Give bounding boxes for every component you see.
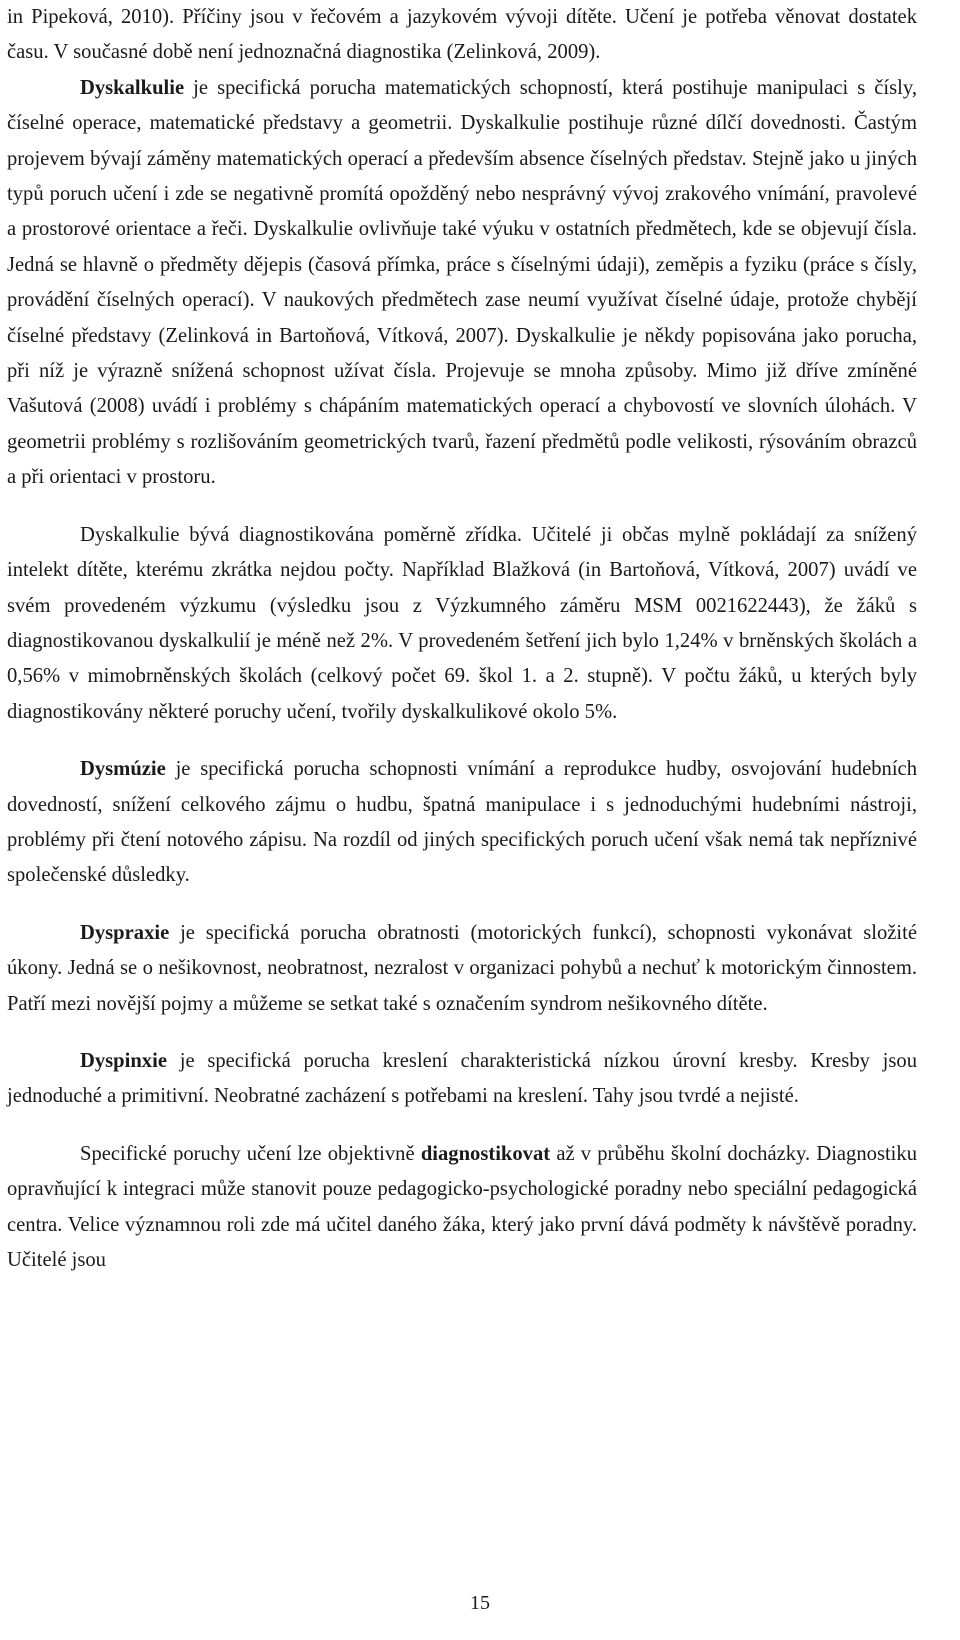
paragraph-dyskalkulie — [7, 71, 917, 496]
term-dyskalkulie: Dyskalkulie — [80, 76, 185, 99]
paragraph-dyspraxie — [7, 916, 917, 1022]
term-dysmuzie: Dysmúzie — [80, 758, 166, 781]
paragraph-text: je specifická porucha schopnosti vnímání a reprodukce hudby, osvojování hudebních dovedností, snížení celkového zájmu o hudbu, špatná manipulace i s jednoduchými hudebními nástroji, problémy při čtení notového zápisu. Na rozdíl od jiných specifických poruch učení však nemá tak nepříznivé společenské důsledky. — [7, 758, 917, 887]
paragraph-diagnostika — [7, 1137, 917, 1279]
paragraph-intro-continuation — [7, 0, 917, 71]
paragraph-dyspinxie — [7, 1044, 917, 1115]
term-dyspraxie: Dyspraxie — [80, 921, 170, 944]
paragraph-text: in Pipeková, 2010). Příčiny jsou v řečovém a jazykovém vývoji dítěte. Učení je potřeba věnovat dostatek času. V současné době není jednoznačná diagnostika (Zelinková, 2009). — [7, 6, 917, 64]
document-page — [7, 0, 917, 1278]
term-dyspinxie: Dyspinxie — [80, 1049, 167, 1072]
term-diagnostikovat: diagnostikovat — [420, 1142, 551, 1165]
paragraph-text: je specifická porucha obratnosti (motorických funkcí), schopnosti vykonávat složité úkony. Jedná se o nešikovnost, neobratnost, nezralost v organizaci pohybů a nechuť k motorickým činnostem. Patří mezi novější pojmy a můžeme se setkat také s označením syndrom nešikovného dítěte. — [7, 921, 917, 1015]
paragraph-text: je specifická porucha kreslení charakteristická nízkou úrovní kresby. Kresby jsou jednoduché a primitivní. Neobratné zacházení s potřebami na kreslení. Tahy jsou tvrdé a nejisté. — [7, 1049, 917, 1108]
paragraph-text: Dyskalkulie bývá diagnostikována poměrně zřídka. Učitelé ji občas mylně pokládají za snížený intelekt dítěte, kterému zkrátka nejdou počty. Například Blažková (in Bartoňová, Vítková, 2007) uvádí ve svém provedeném výzkumu (výsledku jsou z Výzkumného záměru MSM 0021622443), že žáků s diagnostikovanou dyskalkulií je méně než 2%. V provedeném šetření jich bylo 1,24% v brněnských školách a 0,56% v mimobrněnských školách (celkový počet 69. škol 1. a 2. stupně). V počtu žáků, u kterých byly diagnostikovány některé poruchy učení, tvořily dyskalkulikové okolo 5%. — [7, 523, 917, 723]
paragraph-text: až v průběhu školní docházky. Diagnostiku opravňující k integraci může stanovit pouze pedagogicko-psychologické poradny nebo speciální pedagogická centra. Velice významnou roli zde má učitel daného žáka, který jako první dává podměty k návštěvě poradny. Učitelé jsou — [7, 1142, 917, 1271]
page-number: 15 — [470, 1592, 490, 1614]
paragraph-text: je specifická porucha matematických schopností, která postihuje manipulaci s čísly, číselné operace, matematické představy a geometrii. Dyskalkulie postihuje různé dílčí dovednosti. Častým projevem bývají záměny matematických operací a především absence číselných představ. Stejně jako u jiných typů poruch učení i zde se negativně promítá opožděný nebo nesprávný vývoj zrakového vnímání, pravolevé a prostorové orientace a řeči. Dyskalkulie ovlivňuje také výuku v ostatních předmětech, kde se objevují čísla. Jedná se hlavně o předměty dějepis (časová přímka, práce s číselnými údaji), zeměpis a fyziku (práce s čísly, provádění číselných operací). V naukových předmětech zase neumí využívat číselné údaje, protože chybějí číselné představy (Zelinková in Bartoňová, Vítková, 2007). Dyskalkulie je někdy popisována jako porucha, při níž je výrazně snížená schopnost užívat čísla. Projevuje se mnoha způsoby. Mimo již dříve zmíněné Vašutová (2008) uvádí i problémy s chápáním matematických operací a chybovostí ve slovních úlohách. V geometrii problémy s rozlišováním geometrických tvarů, řazení předmětů podle velikosti, rýsováním obrazců a při orientaci v prostoru. — [7, 76, 917, 489]
paragraph-dysmuzie — [7, 752, 917, 894]
paragraph-dyskalkulie-diagnosis — [7, 518, 917, 730]
paragraph-text: Specifické poruchy učení lze objektivně — [80, 1142, 421, 1165]
